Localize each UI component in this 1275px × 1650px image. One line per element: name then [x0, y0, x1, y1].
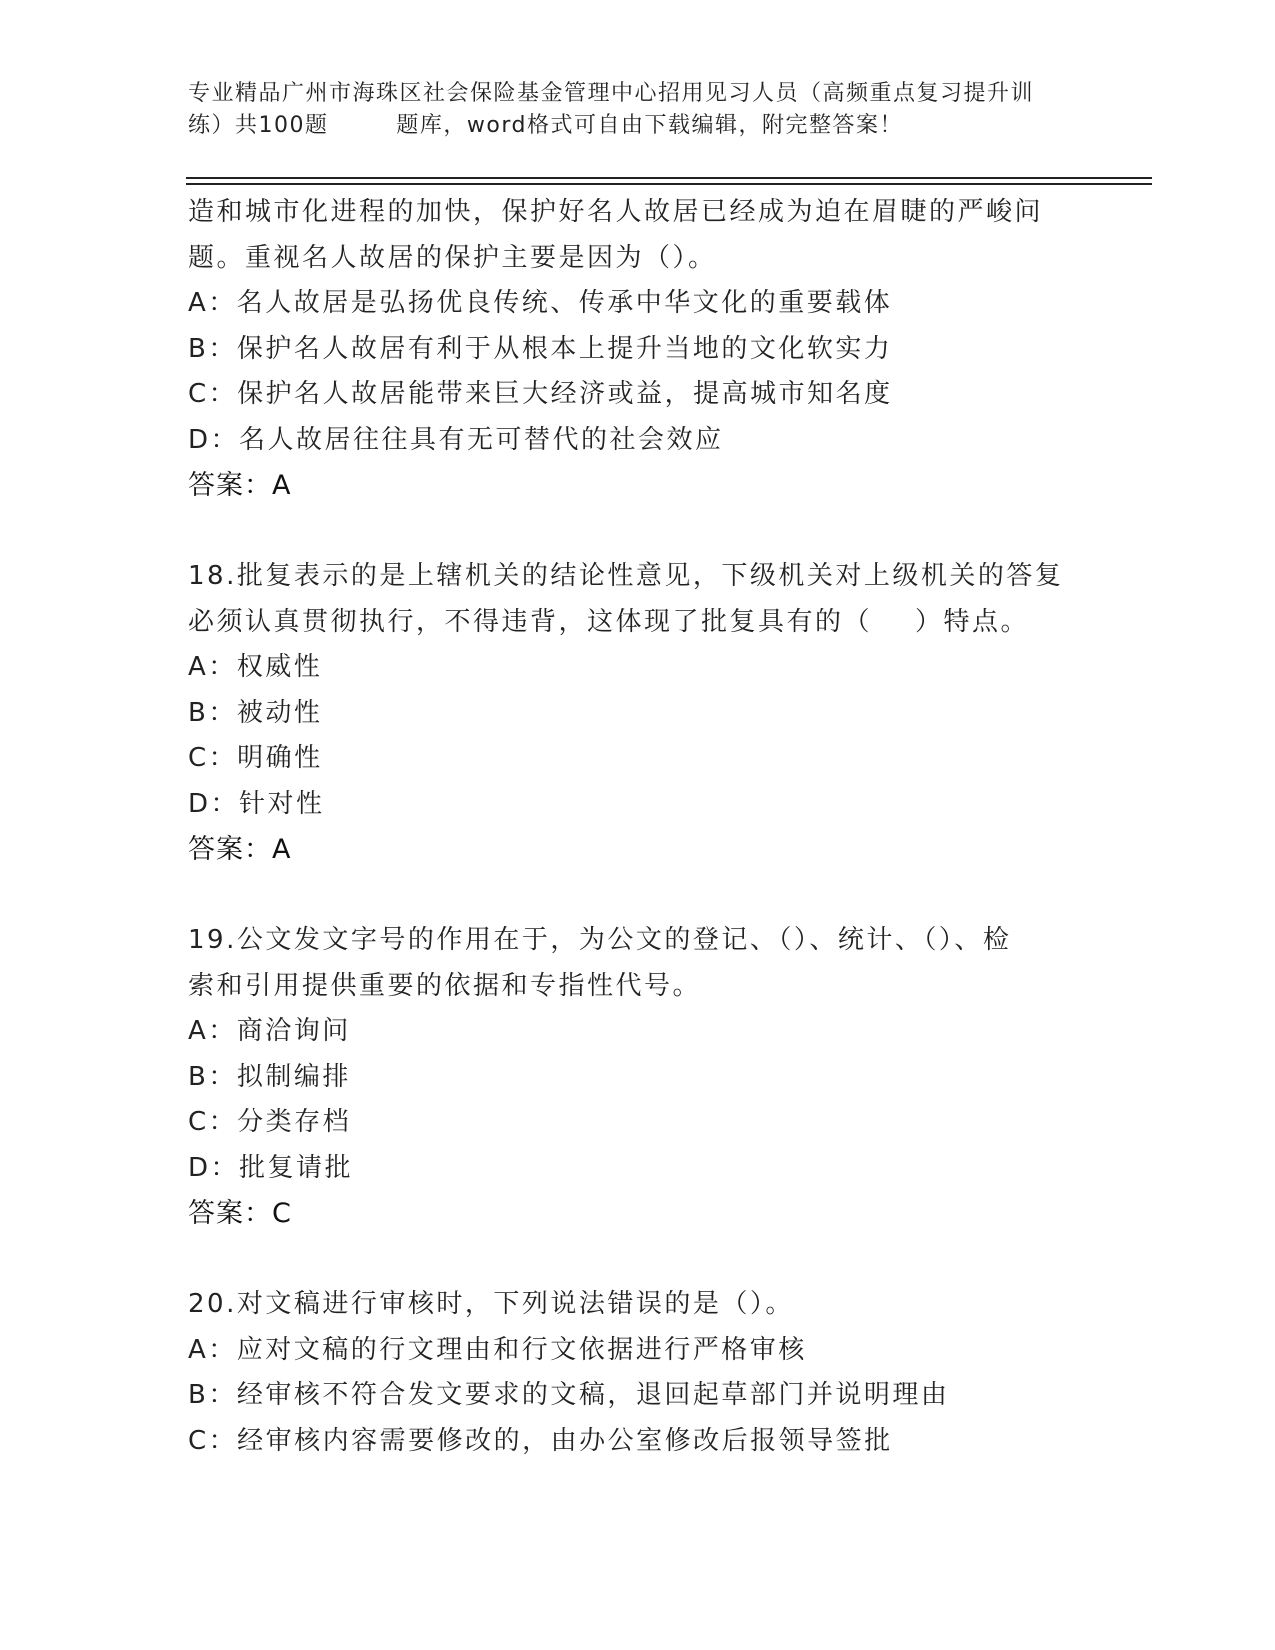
option-a: A：权威性: [188, 652, 323, 682]
answer-line: 答案：A: [188, 470, 292, 501]
question-stem-line: 19.公文发文字号的作用在于，为公文的登记、（）、统计、（）、检: [188, 925, 1012, 955]
option-c: C：保护名人故居能带来巨大经济或益，提高城市知名度: [188, 379, 893, 409]
option-c: C：明确性: [188, 743, 323, 773]
option-a: A：应对文稿的行文理由和行文依据进行严格审核: [188, 1334, 807, 1365]
answer-line: 答案：A: [188, 834, 292, 865]
question-18: [188, 554, 1128, 873]
question-stem-line: 20.对文稿进行审核时，下列说法错误的是（）。: [188, 1289, 794, 1319]
question-spacer: [188, 1237, 1128, 1283]
option-d: D：名人故居往往具有无可替代的社会效应: [188, 424, 724, 455]
option-c: C：经审核内容需要修改的，由办公室修改后报领导签批: [188, 1425, 893, 1456]
option-c: C：分类存档: [188, 1107, 352, 1137]
question-spacer: [188, 509, 1128, 555]
question-19: [188, 918, 1128, 1237]
answer-line: 答案：C: [188, 1198, 292, 1229]
option-a: A：商洽询问: [188, 1016, 351, 1046]
question-stem-line: 必须认真贯彻执行，不得违背，这体现了批复具有的（ ）特点。: [188, 606, 1030, 637]
question-20: [188, 1282, 1128, 1464]
option-b: B：经审核不符合发文要求的文稿，退回起草部门并说明理由: [188, 1380, 950, 1410]
question-spacer: [188, 873, 1128, 919]
option-d: D：针对性: [188, 788, 325, 819]
option-b: B：拟制编排: [188, 1061, 351, 1092]
header-divider-bottom: [186, 183, 1152, 185]
question-stem-line: 造和城市化进程的加快，保护好名人故居已经成为迫在眉睫的严峻问: [188, 197, 1044, 227]
option-b: B：保护名人故居有利于从根本上提升当地的文化软实力: [188, 333, 893, 364]
option-a: A：名人故居是弘扬优良传统、传承中华文化的重要载体: [188, 288, 893, 318]
option-b: B：被动性: [188, 697, 323, 728]
option-d: D：批复请批: [188, 1152, 354, 1183]
question-stem-line: 题。重视名人故居的保护主要是因为（）。: [188, 242, 717, 273]
header-title-line-2: 练）共100题 题库，word格式可自由下载编辑，附完整答案！: [188, 113, 904, 138]
header-title-line-1: 专业精品广州市海珠区社会保险基金管理中心招用见习人员（高频重点复习提升训: [188, 81, 1035, 106]
question-stem-line: 18.批复表示的是上辖机关的结论性意见，下级机关对上级机关的答复: [188, 561, 1064, 591]
question-stem-line: 索和引用提供重要的依据和专指性代号。: [188, 970, 702, 1001]
page-header: [188, 78, 1088, 142]
question-list: [188, 190, 1128, 1464]
header-divider-top: [186, 177, 1152, 179]
question-17: [188, 190, 1128, 509]
